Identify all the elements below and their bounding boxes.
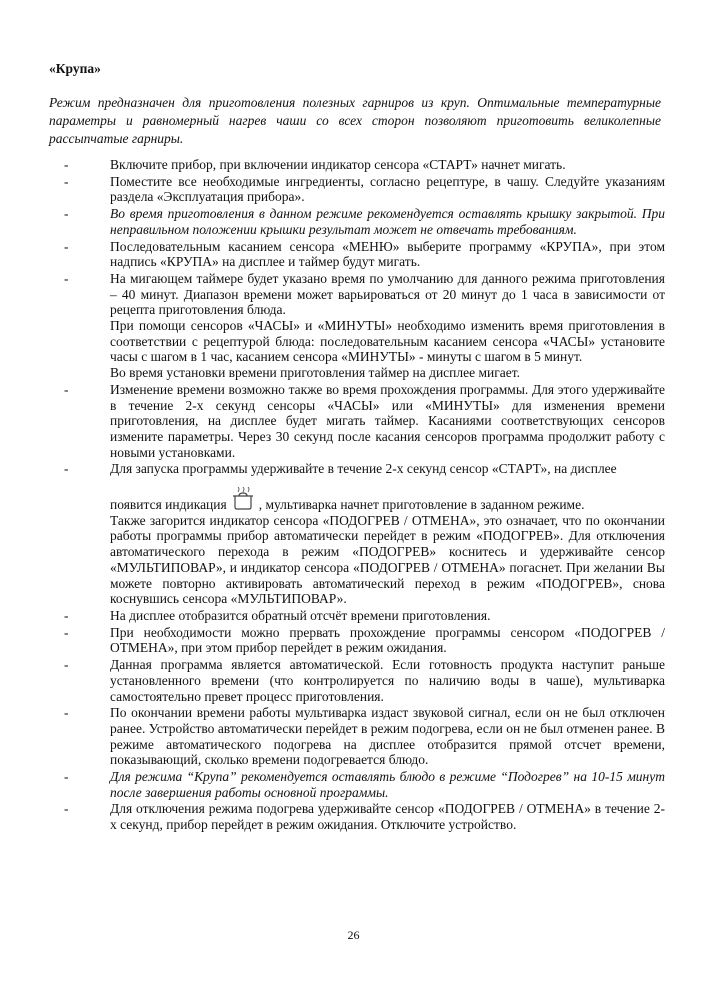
list-item-text: Включите прибор, при включении индикатор сенсора «СТАРТ» начнет мигать. — [110, 157, 566, 172]
list-item — [0, 206, 707, 237]
list-item-text: Последовательным касанием сенсора «МЕНЮ» выберите программу «КРУПА», при этом надпись «КРУПА» на дисплее и таймер будут мигать. — [110, 238, 665, 270]
icon-line-before: появится индикация — [110, 497, 227, 513]
list-item-text: При помощи сенсоров «ЧАСЫ» и «МИНУТЫ» необходимо изменить время приготовления в соответствии с рецептурой блюда: последовательным касанием сенсора «ЧАСЫ» установите часы с шагом в 1 час, касанием сенсора «МИНУТЫ» - минуты с шагом в 5 минут. — [110, 318, 665, 365]
list-dash: - — [64, 206, 69, 222]
list-item — [0, 271, 707, 381]
list-item-text: При необходимости можно прервать прохождение программы сенсором «ПОДОГРЕВ / ОТМЕНА», при этом прибор перейдет в режим ожидания. — [110, 624, 665, 656]
list-item-text: Во время приготовления в данном режиме рекомендуется оставлять крышку закрытой. При неправильном положении крышки результат может не отвечать требованиям. — [110, 206, 665, 237]
list-dash: - — [64, 657, 69, 673]
section-title: «Крупа» — [49, 61, 101, 76]
list-item — [0, 608, 707, 624]
list-item-text: Для отключения режима подогрева удерживайте сенсор «ПОДОГРЕВ / ОТМЕНА» в течение 2-х секунд, прибор перейдет в режим ожидания. Отключите устройство. — [110, 801, 665, 833]
list-item — [0, 625, 707, 656]
list-dash: - — [64, 461, 69, 477]
list-item — [0, 461, 707, 607]
icon-line-after: , мультиварка начнет приготовление в заданном режиме. — [258, 497, 585, 513]
list-item-text: Данная программа является автоматической. Если готовность продукта наступит раньше установленного времени (что контролируется по наличию воды в чаше), мультиварка самостоятельно превет процесс приготовления. — [110, 657, 665, 704]
icon-line — [110, 477, 665, 513]
list-item-text: На дисплее отобразится обратный отсчёт времени приготовления. — [110, 607, 491, 623]
list-item — [0, 801, 707, 832]
list-item — [0, 705, 707, 768]
list-dash: - — [64, 607, 69, 623]
list-dash: - — [64, 801, 69, 817]
instruction-list — [0, 157, 707, 834]
list-dash: - — [64, 624, 69, 640]
list-dash: - — [64, 270, 69, 286]
list-item-text: Также загорится индикатор сенсора «ПОДОГРЕВ / ОТМЕНА», это означает, что по окончании работы программы прибор автоматически перейдет в режим «ПОДОГРЕВ». Для отключения автоматического перехода в режим «ПОДОГРЕВ» коснитесь и удерживайте сенсор «МУЛЬТИПОВАР», и индикатор сенсора «ПОДОГРЕВ / ОТМЕНА» погаснет. При желании Вы можете повторно активировать автоматический переход в режим «ПОДОГРЕВ», снова коснувшись сенсора «МУЛЬТИПОВАР». — [110, 512, 665, 607]
list-item — [0, 769, 707, 800]
list-item-text: Для запуска программы удерживайте в течение 2-х секунд сенсор «СТАРТ», на дисплее — [110, 461, 617, 477]
intro-paragraph: Режим предназначен для приготовления полезных гарниров из круп. Оптимальные температурные параметры и равномерный нагрев чаши со всех сторон позволяют приготовить великолепные рассыпчатые гарниры. — [49, 95, 661, 146]
list-item-text: Для режима “Крупа” рекомендуется оставлять блюдо в режиме “Подогрев” на 10-15 минут после завершения работы основной программы. — [110, 769, 665, 800]
list-item — [0, 657, 707, 704]
list-dash: - — [64, 238, 69, 254]
list-item — [0, 382, 707, 461]
cooking-pot-icon — [229, 487, 257, 511]
list-dash: - — [64, 157, 69, 172]
list-dash: - — [64, 705, 69, 721]
list-item-text: По окончании времени работы мультиварка издаст звуковой сигнал, если он не был отключен ранее. Устройство автоматически перейдет в режим подогрева, если он не был отменен ранее. В режиме автоматического подогрева на дисплее отобразится прямой отсчет времени, показывающий, сколько времени подогревается блюдо. — [110, 705, 665, 768]
list-item-text: На мигающем таймере будет указано время по умолчанию для данного режима приготовления – 40 минут. Диапазон времени может варьироваться от 20 минут до 1 часа в зависимости от рецепта приготовления блюда. — [110, 270, 665, 318]
list-dash: - — [64, 381, 69, 397]
page-number: 26 — [347, 928, 360, 942]
list-item-text: Поместите все необходимые ингредиенты, согласно рецептуре, в чашу. Следуйте указаниям раздела «Эксплуатация прибора». — [110, 173, 665, 205]
list-item — [0, 174, 707, 205]
list-item-text: Изменение времени возможно также во время прохождения программы. Для этого удерживайте в течение 2-х секунд сенсоры «ЧАСЫ» или «МИНУТЫ» для изменения времени приготовления, на дисплее будет мигать таймер. Касаниями соответствующих сенсоров измените параметры. Через 30 секунд после касания сенсоров программа продолжит работу с новыми установками. — [110, 381, 665, 460]
list-item-text: Во время установки времени приготовления таймер на дисплее мигает. — [110, 365, 521, 381]
list-dash: - — [64, 769, 69, 785]
list-item — [0, 239, 707, 270]
list-dash: - — [64, 173, 69, 189]
list-item — [0, 157, 707, 173]
